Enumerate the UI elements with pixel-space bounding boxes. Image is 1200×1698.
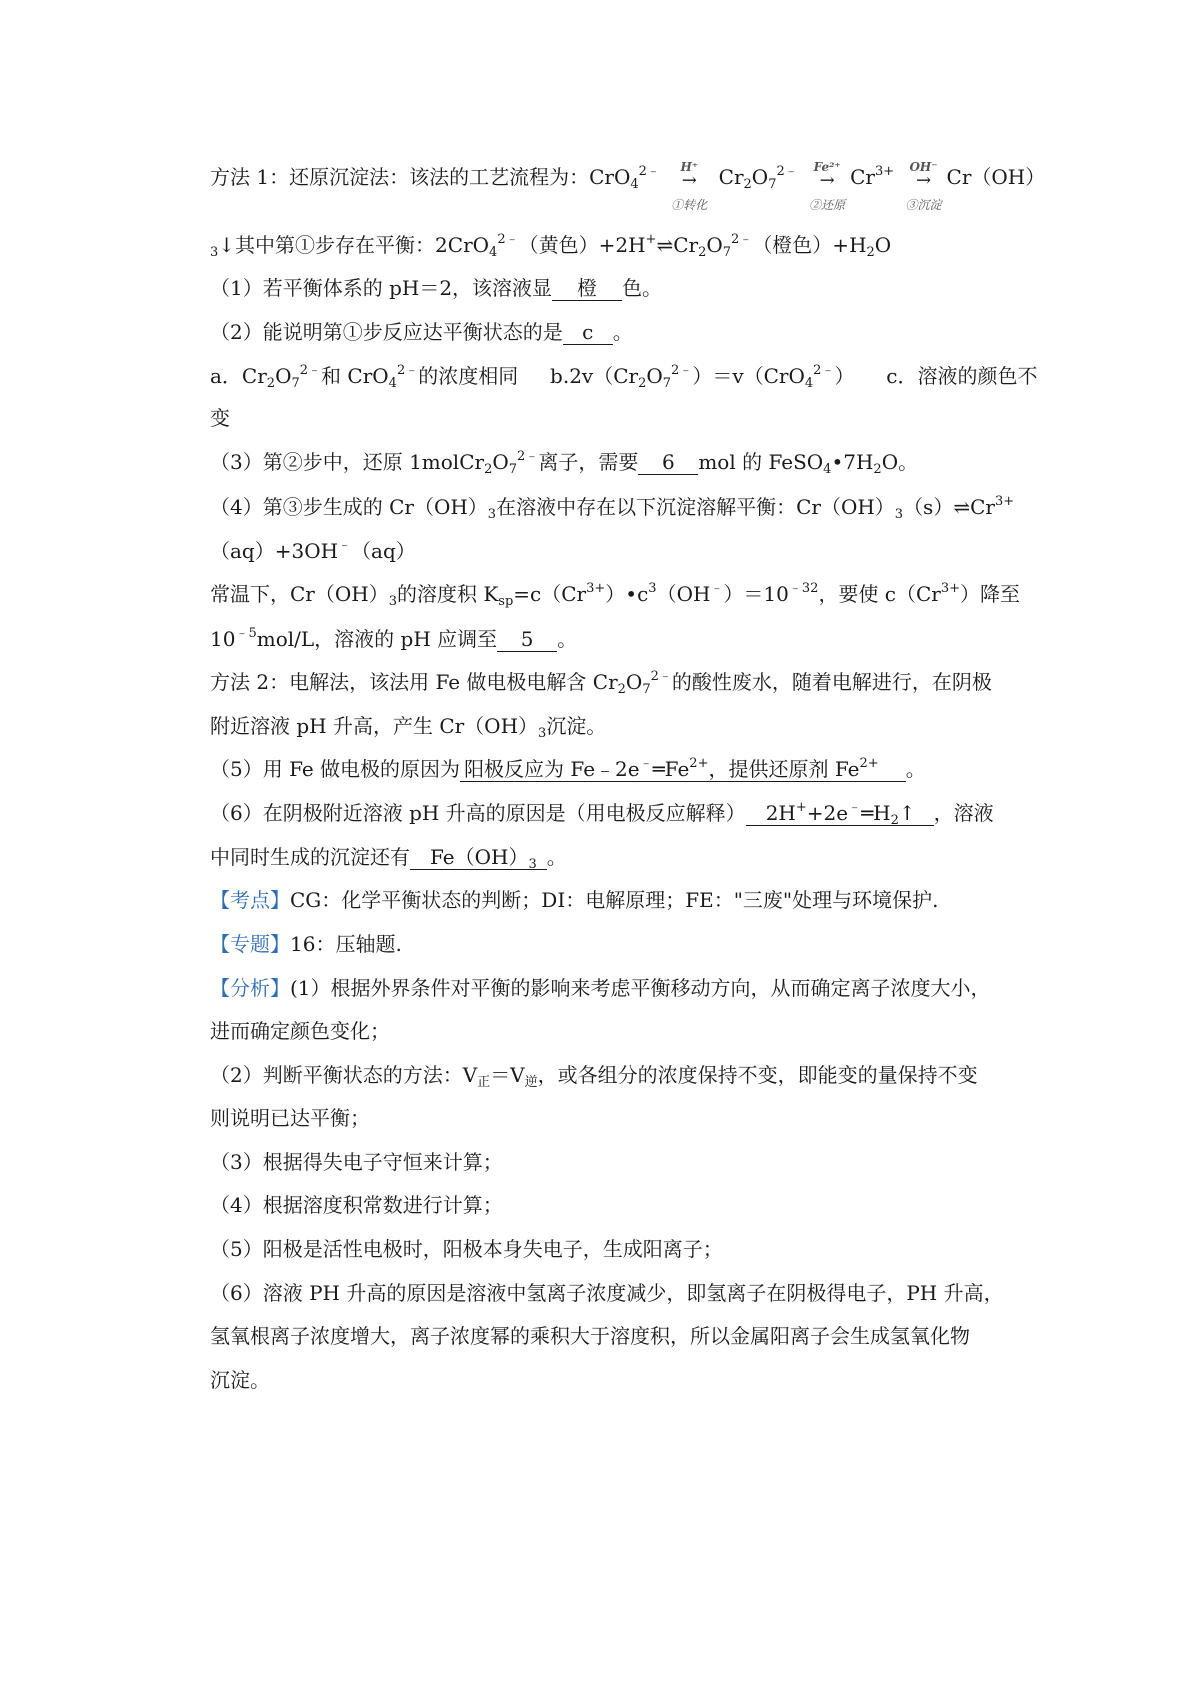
- fenxi-l5: （3）根据得失电子守恒来计算；: [210, 1150, 503, 1174]
- fenxi-l2: 进而确定颜色变化；: [210, 1019, 390, 1043]
- answer-3: 6: [638, 450, 698, 475]
- species-cr3: Cr: [850, 165, 875, 189]
- method1-flow-line: 方法 1：还原沉淀法：该法的工艺流程为：CrO$_4^{2﹣}$ H⁺ → ①转化 $Cr_2O_7^{2﹣}$ Fe²⁺ → ②还原 $Cr^{3+}$ OH⁻ → ③沉淀 Cr（OH）: [210, 159, 1046, 212]
- equilibrium-line: $_3$↓其中第①步存在平衡：2CrO$_4^{2﹣}$（黄色）$+2H^+\rightleftharpoons Cr_2O_7^{2﹣}$（橙色）$+H_2O$: [210, 232, 892, 260]
- answer-2: c: [563, 320, 613, 345]
- fenxi-l8: （6）溶液 PH 升高的原因是溶液中氢离子浓度减少，即氢离子在阴极得电子，PH 升高，: [210, 1281, 1004, 1305]
- answer-5: 阳极反应为 $Fe﹣2e^﹣═Fe^{2+}$，提供还原剂 $Fe^{2+}$: [460, 757, 906, 782]
- fenxi-l4: 则说明已达平衡；: [210, 1106, 370, 1130]
- question-4-line2: （aq）+3OH﹣（aq）: [210, 538, 416, 563]
- arrow-step3: OH⁻ → ③沉淀: [905, 159, 942, 212]
- question-4: （4）第③步生成的 $Cr(OH)_3$在溶液中存在以下沉淀溶解平衡：$Cr(OH)_3(s)\rightleftharpoons Cr^{3+}$: [210, 494, 1015, 522]
- question-6: （6）在阴极附近溶液 pH 升高的原因是（用电极反应解释） $2H^++2e^﹣═H_2↑$ ，溶液: [210, 800, 994, 828]
- question-2-options-cont: 变: [210, 406, 230, 430]
- zhuanti-tag: 【专题】: [210, 932, 290, 956]
- arrow-step2: Fe²⁺ → ②还原: [809, 159, 846, 212]
- species-chromate: CrO: [589, 165, 631, 189]
- method1-intro: 方法 1：还原沉淀法：该法的工艺流程为：: [210, 165, 590, 189]
- fenxi-l3: （2）判断平衡状态的方法：$V_正=V_逆$，或各组分的浓度保持不变，即能变的量保持不变: [210, 1063, 978, 1090]
- question-2-options: a．$Cr_2O_7^{2﹣}$和 CrO$_4^{2﹣}$的浓度相同 $b.2v(Cr_2O_7^{2﹣})=v(CrO_4^{2﹣})$ c．溶液的颜色不: [210, 363, 1038, 391]
- fenxi-tag: 【分析】: [210, 976, 290, 1000]
- species-croh3: Cr（OH）: [946, 165, 1046, 189]
- answer-6a: $2H^++2e^﹣═H_2↑$: [746, 801, 934, 826]
- zhuanti: 【专题】16：压轴题.: [210, 932, 402, 956]
- kaodian: 【考点】CG：化学平衡状态的判断；DI：电解原理；FE："三废"处理与环境保护.: [210, 888, 939, 912]
- fenxi-l1: 【分析】(1）根据外界条件对平衡的影响来考虑平衡移动方向，从而确定离子浓度大小，: [210, 976, 991, 1000]
- fenxi-l7: （5）阳极是活性电极时，阳极本身失电子，生成阳离子；: [210, 1237, 723, 1261]
- question-2: （2）能说明第①步反应达平衡状态的是 c 。: [210, 320, 633, 344]
- fenxi-l6: （4）根据溶度积常数进行计算；: [210, 1193, 503, 1217]
- question-5: （5）用 Fe 做电极的原因为 阳极反应为 $Fe﹣2e^﹣═Fe^{2+}$，提供还原剂 $Fe^{2+}$ 。: [210, 756, 926, 781]
- answer-4: 5: [497, 627, 557, 652]
- question-4-line4: $10^{﹣5}mol/L$，溶液的 pH 应调至 5 。: [210, 626, 578, 651]
- arrow-step1: H⁺ → ①转化: [671, 159, 708, 212]
- question-3: （3）第②步中，还原 $1molCr_2O_7^{2﹣}$离子，需要 6 mol 的 $FeSO_4•7H_2O$。: [210, 449, 919, 477]
- fenxi-l9: 氢氧根离子浓度增大，离子浓度幂的乘积大于溶度积，所以金属阳离子会生成氢氧化物: [210, 1324, 970, 1348]
- answer-6b: $Fe(OH)_3$: [410, 845, 547, 870]
- answer-1: 橙: [552, 276, 622, 301]
- species-dichromate: Cr: [718, 165, 744, 189]
- question-4-line3: 常温下，$Cr(OH)_3$的溶度积 $K_{sp}=c(Cr^{3+})•c^3(OH^﹣)=10^{﹣32}$，要使 $c(Cr^{3+})$降至: [210, 581, 1021, 609]
- method2-line2: 附近溶液 pH 升高，产生 $Cr(OH)_3$沉淀。: [210, 714, 607, 741]
- question-6-line2: 中同时生成的沉淀还有 $Fe(OH)_3$ 。: [210, 845, 567, 872]
- question-1: （1）若平衡体系的 pH＝2，该溶液显 橙 色。: [210, 276, 663, 300]
- fenxi-l10: 沉淀。: [210, 1368, 270, 1392]
- method2-line1: 方法 2：电解法，该法用 Fe 做电极电解含 $Cr_2O_7^{2﹣}$的酸性废水，随着电解进行，在阴极: [210, 669, 992, 697]
- kaodian-tag: 【考点】: [210, 888, 290, 912]
